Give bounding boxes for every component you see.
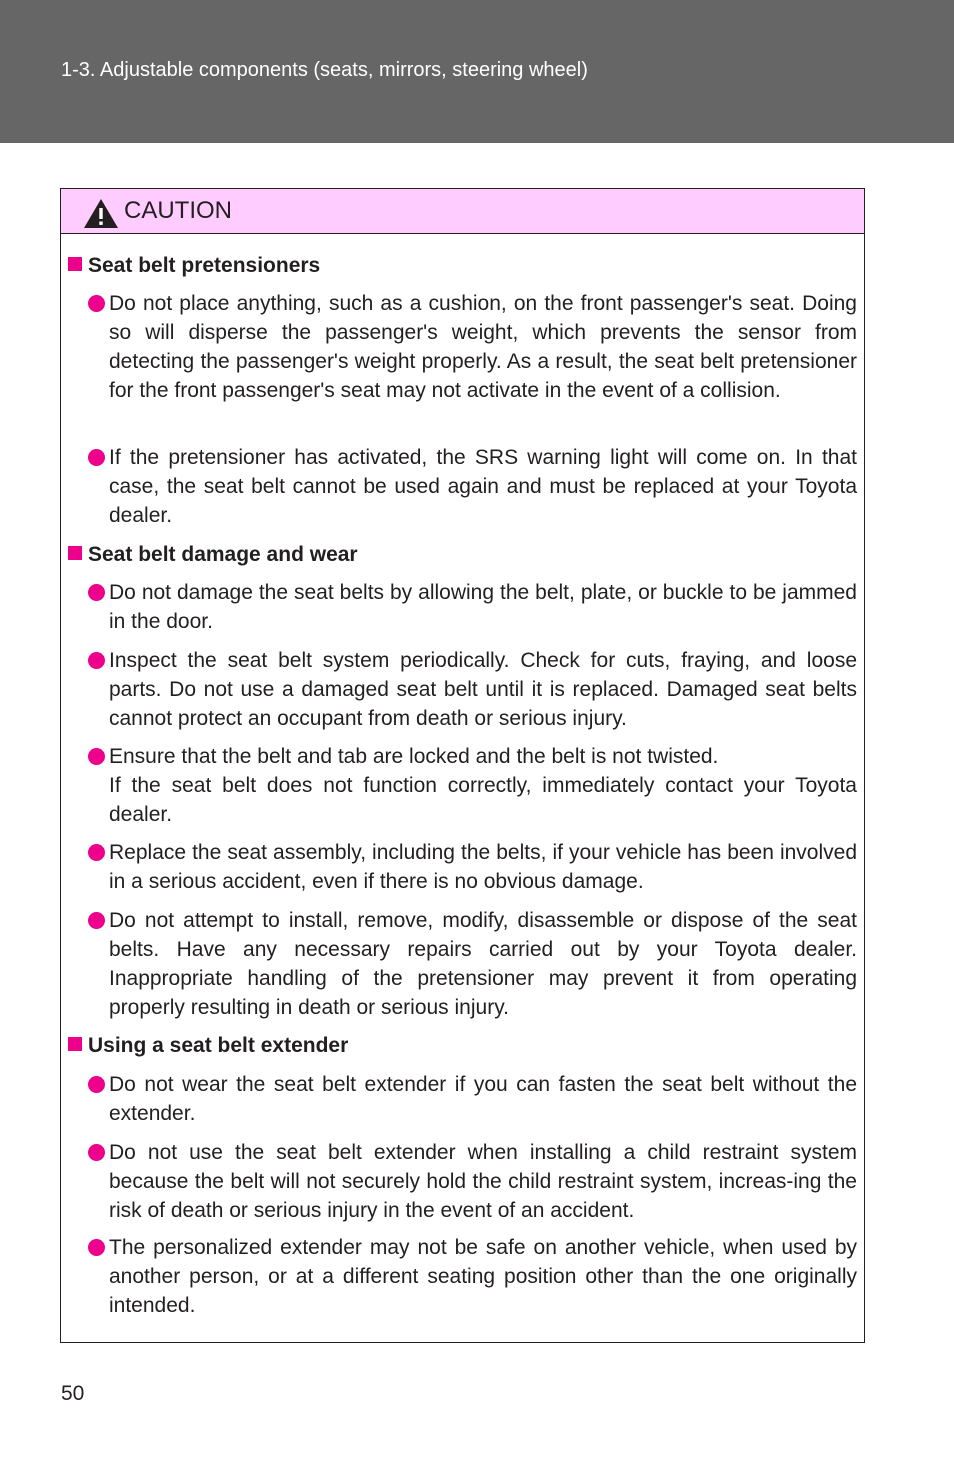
list-item: Ensure that the belt and tab are locked and the belt is not twisted. If the seat belt does not function correctly, immediately contact your Toyota dealer. (88, 742, 857, 829)
list-item: The personalized extender may not be safe on another vehicle, when used by another person, or at a different seating position other than the one originally intended. (88, 1233, 857, 1320)
round-bullet-icon (88, 449, 105, 466)
list-item: Do not place anything, such as a cushion, on the front passenger's seat. Doing so will disperse the passenger's weight, which prevents the sensor from detecting the passenger's weight properly. As a result, the seat belt pretensioner for the front passenger's seat may not activate in the event of a collision. (88, 289, 857, 405)
caution-label: CAUTION (124, 197, 232, 224)
list-item: Inspect the seat belt system periodically. Check for cuts, fraying, and loose parts. Do not use a damaged seat belt until it is replaced. Damaged seat belts cannot protect an occupant from death or serious injury. (88, 646, 857, 733)
list-item: Do not wear the seat belt extender if you can fasten the seat belt without the extender. (88, 1070, 857, 1128)
square-bullet-icon (68, 1037, 82, 1051)
round-bullet-icon (88, 1076, 105, 1093)
section-title: Seat belt damage and wear (68, 540, 358, 569)
page-number: 50 (61, 1382, 85, 1405)
round-bullet-icon (88, 584, 105, 601)
caution-header (61, 189, 864, 234)
round-bullet-icon (88, 1239, 105, 1256)
section-title: Seat belt pretensioners (68, 251, 320, 280)
list-item: Do not use the seat belt extender when installing a child restraint system because the belt will not securely hold the child restraint system, increas-ing the risk of death or serious injury in the event of an accident. (88, 1138, 857, 1225)
section-header: 1-3. Adjustable components (seats, mirrors, steering wheel) (61, 59, 588, 81)
list-item: Do not damage the seat belts by allowing the belt, plate, or buckle to be jammed in the door. (88, 578, 857, 636)
list-item: Do not attempt to install, remove, modify, disassemble or dispose of the seat belts. Have any necessary repairs carried out by your Toyota dealer. Inappropriate handling of the pretensioner may prevent it from operating properly resulting in death or serious injury. (88, 906, 857, 1022)
round-bullet-icon (88, 295, 105, 312)
list-item: If the pretensioner has activated, the SRS warning light will come on. In that case, the seat belt cannot be used again and must be replaced at your Toyota dealer. (88, 443, 857, 530)
round-bullet-icon (88, 912, 105, 929)
caution-box (60, 188, 865, 1343)
warning-triangle-icon (83, 198, 119, 229)
square-bullet-icon (68, 257, 82, 271)
round-bullet-icon (88, 748, 105, 765)
section-title: Using a seat belt extender (68, 1031, 348, 1060)
round-bullet-icon (88, 1144, 105, 1161)
list-item: Replace the seat assembly, including the belts, if your vehicle has been involved in a serious accident, even if there is no obvious damage. (88, 838, 857, 896)
round-bullet-icon (88, 652, 105, 669)
square-bullet-icon (68, 546, 82, 560)
header-band (0, 0, 954, 143)
round-bullet-icon (88, 844, 105, 861)
